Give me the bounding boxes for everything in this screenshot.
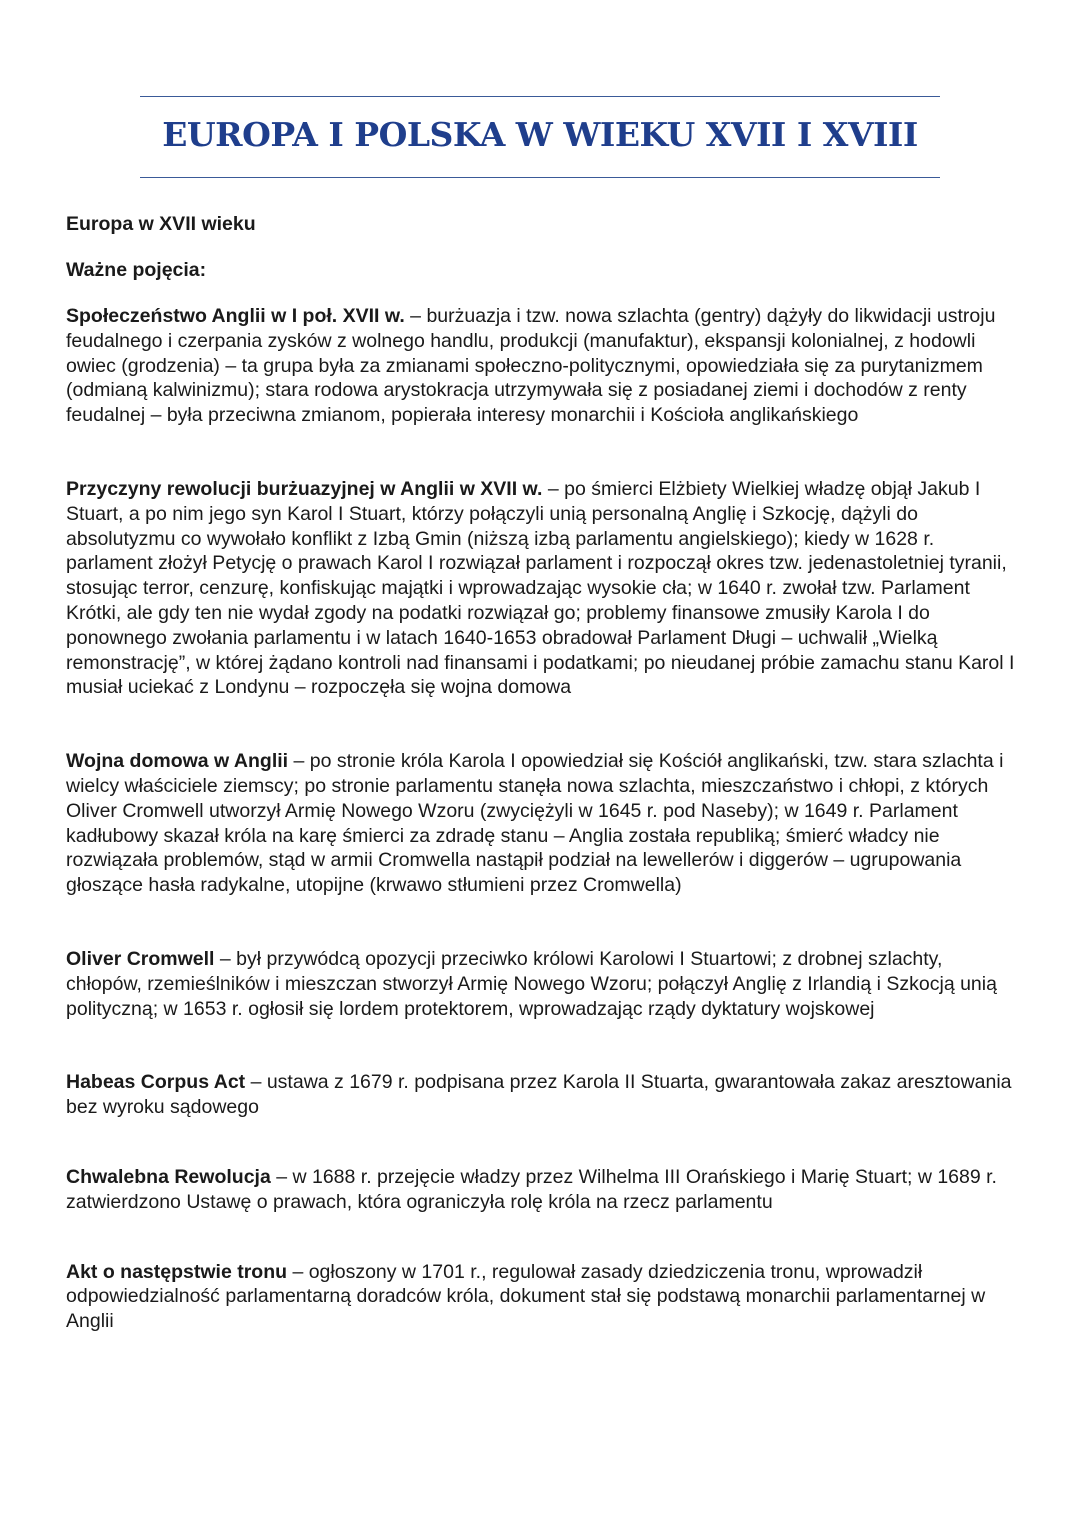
entry-text: – ustawa z 1679 r. podpisana przez Karola II Stuarta, gwarantowała zakaz aresztowania bez wyroku sądowego xyxy=(66,1071,1012,1119)
entry-term: Chwalebna Rewolucja xyxy=(66,1165,271,1188)
entry-spoleczenstwo-anglii xyxy=(66,304,1021,428)
entry-text: – był przywódcą opozycji przeciwko królowi Karolowi I Stuartowi; z drobnej szlachty, chłopów, rzemieślników i mieszczan stworzył Armię Nowego Wzoru; połączył Anglię z Irlandią i Szkocją unią polityczną; w 1653 r. ogłosił się lordem protektorem, wprowadzając rządy dyktatury wojskowej xyxy=(66,947,997,1020)
entry-text: – ogłoszony w 1701 r., regulował zasady dziedziczenia tronu, wprowadził odpowiedzialność parlamentarną doradców króla, dokument stał się podstawą monarchii parlamentarnej w Anglii xyxy=(66,1260,986,1333)
title-bottom-rule xyxy=(140,177,940,178)
entry-chwalebna-rewolucja xyxy=(66,1165,1021,1215)
entry-term: Społeczeństwo Anglii w I poł. XVII w. xyxy=(66,305,405,327)
entry-przyczyny-rewolucji xyxy=(66,477,1021,700)
entry-habeas-corpus-act xyxy=(66,1070,1021,1120)
entry-text: – po stronie króla Karola I opowiedział się Kościół anglikański, tzw. stara szlachta i wielcy właściciele ziemscy; po stronie parlamentu stanęła nowa szlachta, mieszczaństwo i chłopi, z których Oliver Cromwell utworzył Armię Nowego Wzoru (zwyciężyli w 1645 r. pod Naseby); w 1649 r. Parlament kadłubowy skazał króla na karę śmierci za zdradę stanu – Anglia została republiką; śmierć władcy nie rozwiązała problemów, stąd w armii Cromwella nastąpił podział na lewellerów i diggerów – ugrupowania głoszące hasła radykalne, utopijne (krwawo stłumieni przez Cromwella) xyxy=(66,750,1004,897)
title-top-rule xyxy=(140,96,940,97)
entry-text: – po śmierci Elżbiety Wielkiej władzę objął Jakub I Stuart, a po nim jego syn Karol I Stuart, którzy połączyli unią personalną Anglię i Szkocję, dążyli do absolutyzmu co wywołało konflikt z Izbą Gmin (niższą izbą parlamentu angielskiego); kiedy w 1628 r. parlament złożył Petycję o prawach Karol I rozwiązał parlament i rozpoczął okres tzw. jedenastoletniej tyranii, stosując terror, cenzurę, konfiskując majątki i wprowadzając wysokie cła; w 1640 r. zwołał tzw. Parlament Krótki, ale gdy ten nie wydał zgody na podatki rozwiązał go; problemy finansowe zmusiły Karola I do ponownego zwołania parlamentu i w latach 1640-1653 obradował Parlament Długi – uchwalił „Wielką remonstrację”, w której żądano kontroli nad finansami i podatkami; po nieudanej próbie zamachu stanu Karol I musiał uciekać z Londynu – rozpoczęła się wojna domowa xyxy=(66,477,1015,699)
section-heading: Europa w XVII wieku xyxy=(66,213,256,235)
entry-oliver-cromwell xyxy=(66,947,1021,1021)
entry-term: Habeas Corpus Act xyxy=(66,1071,246,1094)
document-body xyxy=(66,211,1021,1334)
entry-akt-o-nastepstwie-tronu xyxy=(66,1260,1021,1334)
terms-heading: Ważne pojęcia: xyxy=(66,259,207,281)
entry-term: Wojna domowa w Anglii xyxy=(66,750,289,773)
entry-term: Akt o następstwie tronu xyxy=(66,1260,288,1283)
entry-term: Przyczyny rewolucji burżuazyjnej w Anglii w XVII w. xyxy=(66,477,543,500)
entry-text: – burżuazja i tzw. nowa szlachta (gentry) dążyły do likwidacji ustroju feudalnego i czerpania zysków z wolnego handlu, produkcji (manufaktur), ekspansji kolonialnej, z hodowli owiec (grodzenia) – ta grupa była za zmianami społeczno-politycznymi, opowiedziała się za purytanizmem (odmianą kalwinizmu); stara rodowa arystokracja utrzymywała się z posiadanej ziemi i dochodów z renty feudalnej – była przeciwna zmianom, popierała interesy monarchii i Kościoła anglikańskiego xyxy=(66,305,996,427)
entry-term: Oliver Cromwell xyxy=(66,947,215,970)
entry-wojna-domowa xyxy=(66,749,1021,898)
page-title: EUROPA I POLSKA W WIEKU XVII I XVIII xyxy=(162,115,918,154)
entry-text: – w 1688 r. przejęcie władzy przez Wilhelma III Orańskiego i Marię Stuart; w 1689 r. zatwierdzono Ustawę o prawach, która ograniczyła rolę króla na rzecz parlamentu xyxy=(66,1165,997,1213)
